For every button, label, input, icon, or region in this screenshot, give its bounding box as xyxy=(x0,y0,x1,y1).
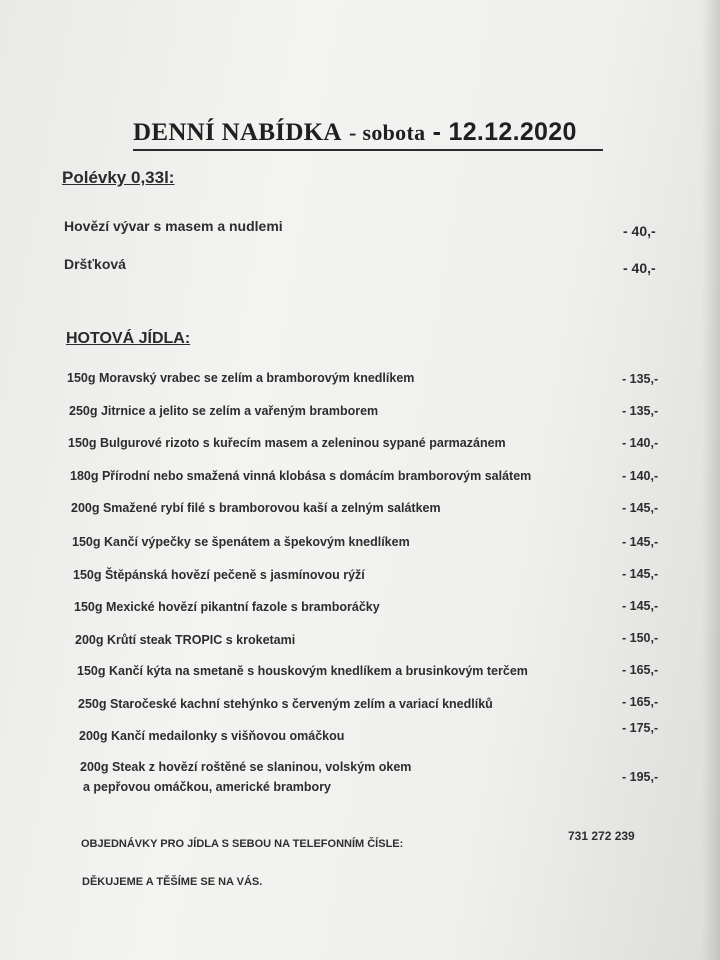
meal-item-name: 150g Kančí výpečky se špenátem a špekovým knedlíkem xyxy=(72,535,410,549)
meal-item-price: - 145,- xyxy=(622,535,659,549)
meal-item-name: 200g Krůtí steak TROPIC s kroketami xyxy=(75,633,296,647)
meal-item-name: 250g Staročeské kachní stehýnko s červeným zelím a variací knedlíků xyxy=(78,697,493,711)
meal-item-name: 200g Kančí medailonky s višňovou omáčkou xyxy=(79,729,345,743)
title-date: - 12.12.2020 xyxy=(432,118,577,146)
meal-item-price: - 165,- xyxy=(622,663,659,677)
meal-item-name: 250g Jitrnice a jelito se zelím a vařeným bramborem xyxy=(69,404,379,418)
meal-item-name: 150g Kančí kýta na smetaně s houskovým knedlíkem a brusinkovým terčem xyxy=(77,664,528,678)
meal-item-name: 150g Moravský vrabec se zelím a bramborovým knedlíkem xyxy=(67,371,415,385)
page-title xyxy=(133,118,603,151)
meal-item-price: - 140,- xyxy=(622,469,659,483)
title-main: DENNÍ NABÍDKA xyxy=(133,119,342,146)
meal-item-price: - 140,- xyxy=(622,436,659,450)
orders-label: OBJEDNÁVKY PRO JÍDLA S SEBOU NA TELEFONNÍM ČÍSLE: xyxy=(81,838,404,850)
meal-item-price: - 175,- xyxy=(622,721,659,735)
soup-item-name: Dršťková xyxy=(64,256,126,272)
meal-item-name: 200g Smažené rybí filé s bramborovou kaší a zelným salátkem xyxy=(71,501,441,515)
meal-item-price: - 135,- xyxy=(622,372,659,386)
meal-item-name: 150g Štěpánská hovězí pečeně s jasmínovou rýží xyxy=(73,568,365,582)
soup-item-price: - 40,- xyxy=(623,223,656,239)
meals-heading: HOTOVÁ JÍDLA: xyxy=(66,330,191,347)
meal-item-name: 150g Mexické hovězí pikantní fazole s bramboráčky xyxy=(74,600,380,614)
meal-item-price: - 135,- xyxy=(622,404,659,418)
soup-item-name: Hovězí vývar s masem a nudlemi xyxy=(64,218,283,234)
meal-item-price: - 195,- xyxy=(622,770,659,784)
meal-item-name: 150g Bulgurové rizoto s kuřecím masem a zeleninou sypané parmazánem xyxy=(68,436,506,450)
thanks-message: DĚKUJEME A TĚŠÍME SE NA VÁS. xyxy=(82,876,263,888)
meal-item-name-line2: a pepřovou omáčkou, americké brambory xyxy=(83,780,332,794)
meal-item-price: - 145,- xyxy=(622,599,659,613)
meal-item-price: - 145,- xyxy=(622,567,659,581)
meal-item-price: - 145,- xyxy=(622,501,659,515)
meal-item-price: - 150,- xyxy=(622,631,659,645)
soups-heading: Polévky 0,33l: xyxy=(62,168,175,187)
paper-shadow-edge xyxy=(702,0,720,960)
phone-number: 731 272 239 xyxy=(568,829,635,843)
title-day: - sobota xyxy=(349,120,426,145)
meal-item-name: 200g Steak z hovězí roštěné se slaninou, volským okem xyxy=(80,760,412,774)
soup-item-price: - 40,- xyxy=(623,260,656,276)
meal-item-price: - 165,- xyxy=(622,695,659,709)
meal-item-name: 180g Přírodní nebo smažená vinná klobása s domácím bramborovým salátem xyxy=(70,469,532,483)
